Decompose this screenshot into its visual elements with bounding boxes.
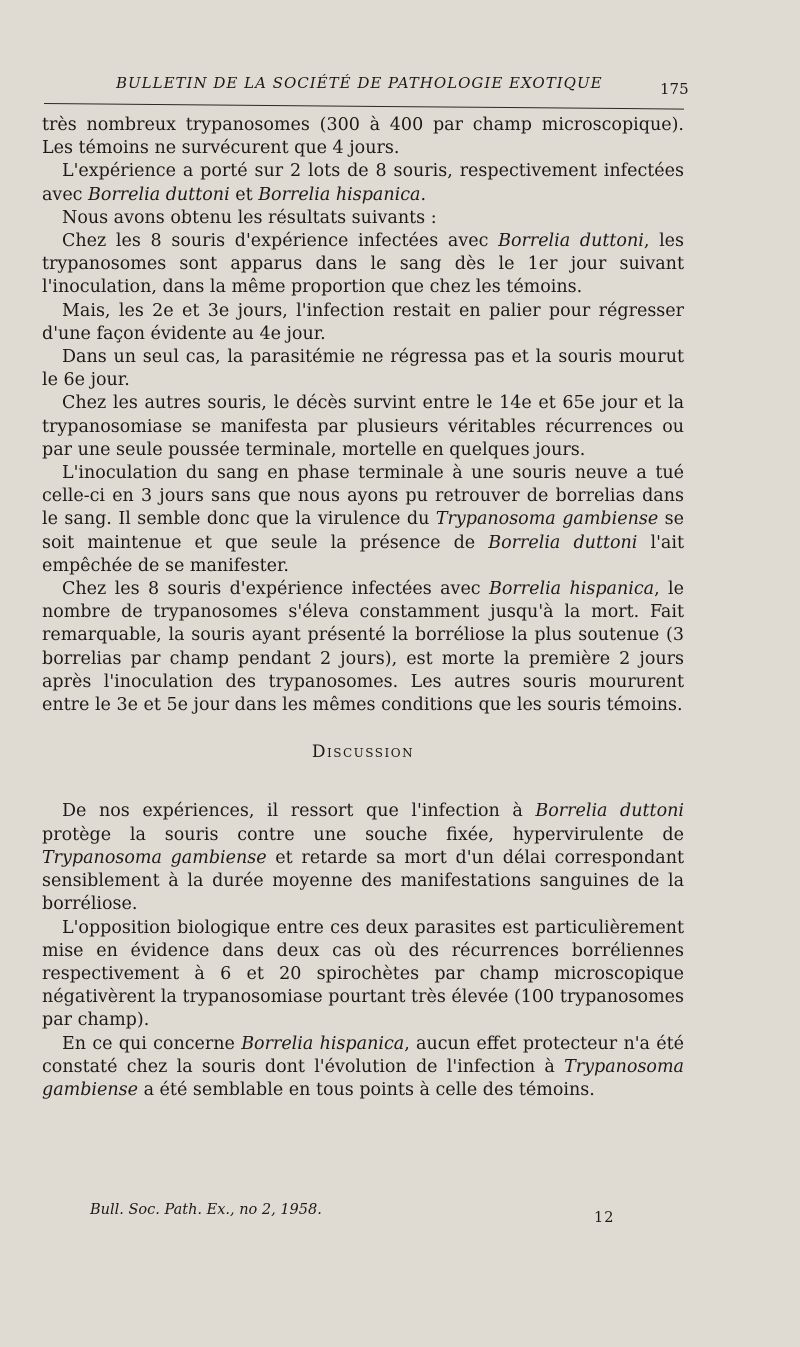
species-name: Borrelia hispanica	[489, 579, 655, 600]
species-name: Borrelia duttoni	[88, 184, 230, 205]
paragraph-10: De nos expériences, il ressort que l'infection à Borrelia duttoni protège la souris contre une souche fixée, hypervirulente de Trypanosoma gambiense et retarde sa mort d'un délai correspondant sensiblement à la durée moyenne des manifestations sanguines de la borréliose.	[42, 801, 685, 915]
species-name: Trypanosoma gambiense	[42, 1056, 684, 1100]
paragraph-9: Chez les 8 souris d'expérience infectées avec Borrelia hispanica, le nombre de trypanosomes s'éleva constamment jusqu'à la mort. Fait remarquable, la souris ayant présenté la borréliose la plus soutenue (3 borrelias par champ pendant 2 jours), est morte la première 2 jours après l'inoculation des trypanosomes. Les autres souris moururent entre le 3e et 5e jour dans les mêmes conditions que les souris témoins.	[42, 579, 684, 716]
page-number: 175	[660, 80, 689, 98]
paragraph-5: Mais, les 2e et 3e jours, l'infection restait en palier pour régresser d'une façon évidente au 4e jour.	[42, 300, 684, 344]
paragraph-12: En ce qui concerne Borrelia hispanica, aucun effet protecteur n'a été constaté chez la souris dont l'évolution de l'infection à Trypanosoma gambiense a été semblable en tous points à celle des témoins.	[42, 1033, 684, 1100]
paragraph-11: L'opposition biologique entre ces deux parasites est particulièrement mise en évidence dans deux cas où des récurrences borréliennes respectivement à 6 et 20 spirochètes par champ microscopique négativèrent la trypanosomiase pourtant très élevée (100 trypanosomes par champ).	[42, 917, 684, 1031]
paragraph-6: Dans un seul cas, la parasitémie ne régressa pas et la souris mourut le 6e jour.	[42, 347, 684, 391]
species-name: Borrelia duttoni	[488, 532, 638, 553]
signature-mark: 12	[594, 1210, 615, 1226]
species-name: Borrelia duttoni	[535, 801, 684, 822]
species-name: Trypanosoma gambiense	[42, 847, 267, 868]
paragraph-7: Chez les autres souris, le décès survint entre le 14e et 65e jour et la trypanosomiase se manifesta par plusieurs véritables récurrences ou par une seule poussée terminale, mortelle en quelques jours.	[42, 393, 684, 460]
species-name: Borrelia hispanica	[241, 1033, 405, 1054]
running-title: BULLETIN DE LA SOCIÉTÉ DE PATHOLOGIE EXOTIQUE	[116, 74, 603, 92]
journal-reference: Bull. Soc. Path. Ex., no 2, 1958.	[90, 1202, 322, 1218]
paragraph-1: très nombreux trypanosomes (300 à 400 par champ microscopique). Les témoins ne survécurent que 4 jours.	[42, 115, 684, 159]
paragraph-4: Chez les 8 souris d'expérience infectées avec Borrelia duttoni, les trypanosomes sont apparus dans le sang dès le 1er jour suivant l'inoculation, dans la même proportion que chez les témoins.	[42, 231, 685, 298]
article-body	[42, 114, 684, 1102]
species-name: Borrelia hispanica	[258, 184, 421, 205]
paragraph-3: Nous avons obtenu les résultats suivants :	[62, 207, 437, 228]
paragraph-8: L'inoculation du sang en phase terminale à une souris neuve a tué celle-ci en 3 jours sans que nous ayons pu retrouver de borrelias dans le sang. Il semble donc que la virulence du Trypanosoma gambiense se soit maintenue et que seule la présence de Borrelia duttoni l'ait empêchée de se manifester.	[42, 463, 685, 576]
species-name: Trypanosoma gambiense	[435, 509, 659, 530]
species-name: Borrelia duttoni	[498, 231, 644, 252]
section-heading: Discussion	[311, 742, 415, 763]
header-rule	[44, 103, 684, 110]
paragraph-2: L'expérience a porté sur 2 lots de 8 souris, respectivement infectées avec Borrelia duttoni et Borrelia hispanica.	[42, 161, 684, 205]
